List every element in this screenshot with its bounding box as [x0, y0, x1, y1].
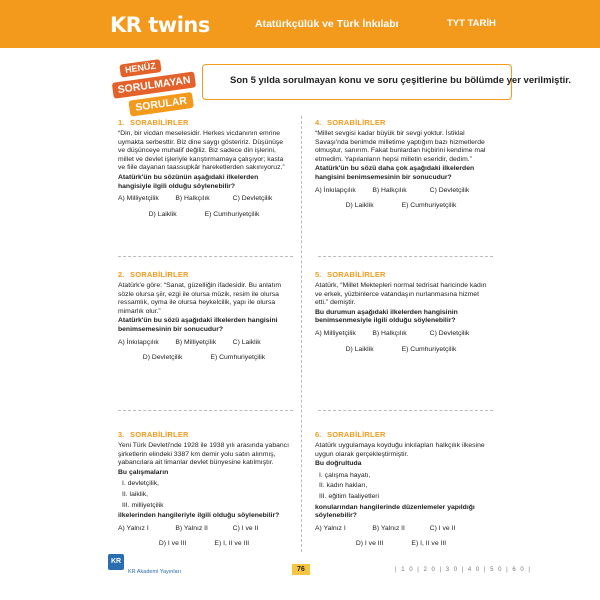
- question-number: 2.: [118, 269, 125, 279]
- column-divider: [301, 116, 302, 552]
- progress-tracker: | 1 0 | 2 0 | 3 0 | 4 0 | 5 0 | 6 0 |: [395, 567, 532, 573]
- question-5: [315, 270, 487, 354]
- question-text: Atatürk uygulamaya koyduğu inkılapları halkçılık ilkesine uygun olarak gerçekleştirmiştir.: [315, 442, 485, 458]
- question-4: [315, 118, 487, 211]
- option-d[interactable]: D) Laiklik: [148, 210, 177, 218]
- banner-text: Son 5 yılda sorulmayan konu ve soru çeşitlerine bu bölümde yer verilmiştir.: [230, 75, 572, 86]
- question-text: “Millet sevgisi kadar büyük bir sevgi yoktur. İstiklal Savaşı'nda benimde milletime yaptığım bazı hizmetlerde olmuştur, sanırım. Fakat bunlardan hiçbirini kendime mal etmedim. Yapılanların hepsi milletin eseridir, dedim.”: [315, 130, 486, 163]
- header-bar: [0, 0, 600, 48]
- question-number: 1.: [118, 117, 125, 127]
- roman-item-3: III. eğitim faaliyetleri: [319, 492, 380, 500]
- publisher-name: KR Akademi Yayınları: [128, 569, 181, 575]
- section-label: SORABİLİRLER: [327, 117, 386, 127]
- option-d[interactable]: D) I ve III: [158, 540, 187, 548]
- question-stem: ilkelerinden hangileriyle ilgili olduğu söylenebilir?: [118, 512, 280, 520]
- option-e[interactable]: E) Cumhuriyetçilik: [210, 354, 266, 362]
- option-b[interactable]: B) Yalnız II: [372, 524, 405, 532]
- option-e[interactable]: E) Cumhuriyetçilik: [401, 345, 457, 353]
- brand-logo: KR twins: [110, 13, 210, 37]
- option-c[interactable]: C) Laiklik: [232, 338, 261, 346]
- question-1: [118, 118, 290, 219]
- question-2: [118, 270, 290, 363]
- option-c[interactable]: C) I ve II: [429, 524, 456, 532]
- option-c[interactable]: C) Devletçilik: [429, 186, 470, 194]
- option-a[interactable]: A) İnkılapçılık: [118, 338, 159, 346]
- question-number: 3.: [118, 429, 125, 439]
- section-label: SORABİLİRLER: [130, 269, 189, 279]
- question-text: Atatürk, “Millet Mektepleri normal tedrisat haricinde kadın ve erkek, yüzbinlerce vatandaşın nurlanmasına hizmet etti.” demiştir.: [315, 282, 487, 307]
- question-number: 4.: [315, 117, 322, 127]
- question-text: “Din, bir vicdan meselesidir. Herkes vicdanının emrine uymakta serbesttir. Biz dine saygı gösteririz. Düşünüşe ve düşünceye muhalif değiliz. Biz sadece din işlerini, millet ve devlet işleriyle karıştırmamaya çalışıyor; kasta ve fiile dayanan taassupkâr hareketlerden sakınıyoruz.”: [118, 130, 285, 172]
- roman-item-3: III. milliyetçilik: [122, 501, 164, 509]
- question-number: 6.: [315, 429, 322, 439]
- option-b[interactable]: B) Halkçılık: [175, 195, 210, 203]
- option-b[interactable]: B) Yalnız II: [175, 524, 208, 532]
- section-label: SORABİLİRLER: [130, 117, 189, 127]
- option-a[interactable]: A) Milliyetçilik: [315, 329, 356, 337]
- badge-line-1: HENÜZ: [119, 59, 161, 78]
- roman-item-1: I. çalışma hayatı,: [319, 471, 371, 479]
- subject-label: TYT TARİH: [447, 18, 496, 29]
- option-d[interactable]: D) Devletçilik: [142, 354, 183, 362]
- option-b[interactable]: B) Milliyetçilik: [175, 338, 217, 346]
- question-text: Atatürk'e göre: “Sanat, güzelliğin ifadesidir. Bu anlatım sözle olursa şiir, ezgi ile olursa müzik, resim ile olursa ressamlık, oyma ile olursa heykelcilik, yapı ile olursa mimarlık olur.”: [118, 282, 282, 315]
- option-e[interactable]: E) I, II ve III: [411, 540, 447, 548]
- section-label: SORABİLİRLER: [327, 429, 386, 439]
- badge-line-3: SORULAR: [128, 92, 194, 117]
- option-c[interactable]: C) I ve II: [232, 524, 259, 532]
- page-number: 76: [292, 564, 310, 575]
- unasked-questions-badge: [107, 54, 202, 124]
- section-label: SORABİLİRLER: [130, 429, 189, 439]
- option-a[interactable]: A) Yalnız I: [315, 524, 346, 532]
- question-number: 5.: [315, 269, 322, 279]
- question-stem: Atatürk'ün bu sözü daha çok aşağıdaki ilkelerden hangisini benimsemesinin bir sonucudur?: [315, 165, 475, 181]
- question-text: Yeni Türk Devleti'nde 1928 ile 1938 yılı arasında yabancı şirketlerin elindeki 3387 km demir yolu satın alınmış, yabancılara ait limanlar devlet bünyesine katılmıştır.: [118, 442, 289, 467]
- option-e[interactable]: E) Cumhuriyetçilik: [401, 202, 457, 210]
- question-stem: konularından hangilerinde düzenlemeler yapıldığı söylenebilir?: [315, 503, 475, 520]
- roman-item-2: II. laiklik,: [122, 490, 149, 498]
- option-c[interactable]: C) Devletçilik: [232, 195, 273, 203]
- question-6: [315, 430, 487, 549]
- question-sub: Bu doğrultuda: [315, 460, 362, 468]
- topic-title: Atatürkçülük ve Türk İnkılabı: [255, 18, 399, 30]
- option-d[interactable]: D) I ve III: [355, 540, 384, 548]
- row-divider-left-2: [118, 410, 293, 411]
- question-3: [118, 430, 290, 549]
- question-sub: Bu çalışmaların: [118, 468, 169, 476]
- option-c[interactable]: C) Devletçilik: [429, 329, 470, 337]
- publisher-logo-icon: KR: [108, 554, 124, 570]
- row-divider-right-2: [318, 410, 493, 411]
- option-b[interactable]: B) Halkçılık: [372, 186, 407, 194]
- option-b[interactable]: B) Halkçılık: [372, 329, 407, 337]
- row-divider-left-1: [118, 256, 293, 257]
- option-e[interactable]: E) I, II ve III: [214, 540, 250, 548]
- roman-item-2: II. kadın hakları,: [319, 482, 368, 490]
- option-d[interactable]: D) Laiklik: [345, 345, 374, 353]
- question-stem: Atatürk'ün bu sözü aşağıdaki ilkelerden hangisini benimsemesinin bir sonucudur?: [118, 317, 278, 333]
- roman-item-1: I. devletçilik,: [122, 480, 160, 488]
- option-a[interactable]: A) İnkılapçılık: [315, 186, 356, 194]
- question-stem: Atatürk'ün bu sözünün aşağıdaki ilkelerden hangisiyle ilgili olduğu söylenebilir?: [118, 173, 259, 190]
- section-label: SORABİLİRLER: [327, 269, 386, 279]
- option-a[interactable]: A) Yalnız I: [118, 524, 149, 532]
- question-stem: Bu durumun aşağıdaki ilkelerden hangisinin benimsenmesiyle ilgili olduğu söylenebilir?: [315, 308, 458, 325]
- badge-line-2: SORULMAYAN: [112, 71, 197, 98]
- option-d[interactable]: D) Laiklik: [345, 202, 374, 210]
- option-a[interactable]: A) Milliyetçilik: [118, 195, 159, 203]
- option-e[interactable]: E) Cumhuriyetçilik: [204, 210, 260, 218]
- row-divider-right-1: [318, 256, 493, 257]
